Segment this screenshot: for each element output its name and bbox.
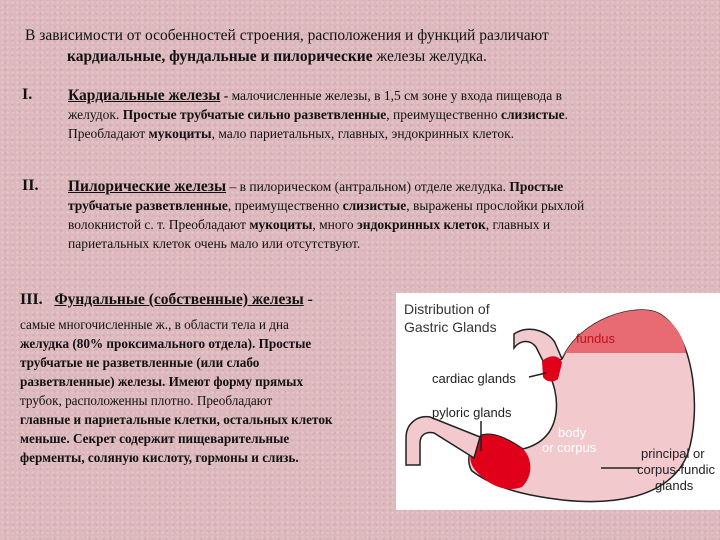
gastric-glands-diagram — [396, 293, 720, 510]
section-1-number: I. — [22, 86, 33, 103]
principal-label-3: glands — [655, 478, 694, 493]
corpus-label: or corpus — [542, 440, 597, 455]
intro-paragraph — [25, 25, 705, 67]
principal-label-2: corpus-fundic — [637, 462, 716, 477]
body-label: body — [558, 425, 587, 440]
intro-line-2: кардиальные, фундальные и пилорические железы желудка. — [67, 48, 487, 65]
section-2-title: Пилорические железы — [68, 178, 227, 195]
section-3-number: III. — [20, 291, 43, 308]
section-1-title: Кардиальные железы — [68, 87, 221, 104]
section-3-heading: III. Фундальные (собственные) железы - — [20, 291, 313, 308]
diagram-title-2: Gastric Glands — [404, 319, 497, 335]
section-1-text: Кардиальные железы - малочисленные железы, в 1,5 см зоне у входа пищевода в желудок. Простые трубчатые сильно разветвленные, преимущественно слизистые. Преобладают мукоциты, мало париетальных, главных, эндокринных клеток. — [68, 87, 569, 141]
section-2-number: II. — [22, 177, 39, 194]
section-3-title: Фундальные (собственные) железы — [54, 291, 304, 308]
cardiac-glands-label: cardiac glands — [432, 371, 516, 386]
principal-label-1: principal or — [641, 446, 705, 461]
intro-line-1: В зависимости от особенностей строения, расположения и функций различают — [25, 27, 549, 44]
section-3-text: самые многочисленные ж., в области тела и дна желудка (80% проксимального отдела). Простые трубчатые не разветвленные (или слабо разветвленные) железы. Имеют форму прямых трубок, расположенны плотно. Преобладают главные и париетальные клетки, остальных клеток меньше. Секрет содержит пищеварительные ферменты, соляную кислоту, гормоны и слизь. — [20, 317, 333, 465]
diagram-title-1: Distribution of — [404, 301, 490, 317]
fundus-label: fundus — [576, 331, 616, 346]
section-2-text: Пилорические железы – в пилорическом (антральном) отделе желудка. Простые трубчатые разветвленные, преимущественно слизистые, выражены прослойки рыхлой волокнистой с. т. Преобладают мукоциты, много эндокринных клеток, главных и париетальных клеток очень мало или отсутствуют. — [68, 178, 585, 251]
pyloric-glands-region — [470, 435, 530, 489]
pyloric-glands-label: pyloric glands — [432, 405, 512, 420]
